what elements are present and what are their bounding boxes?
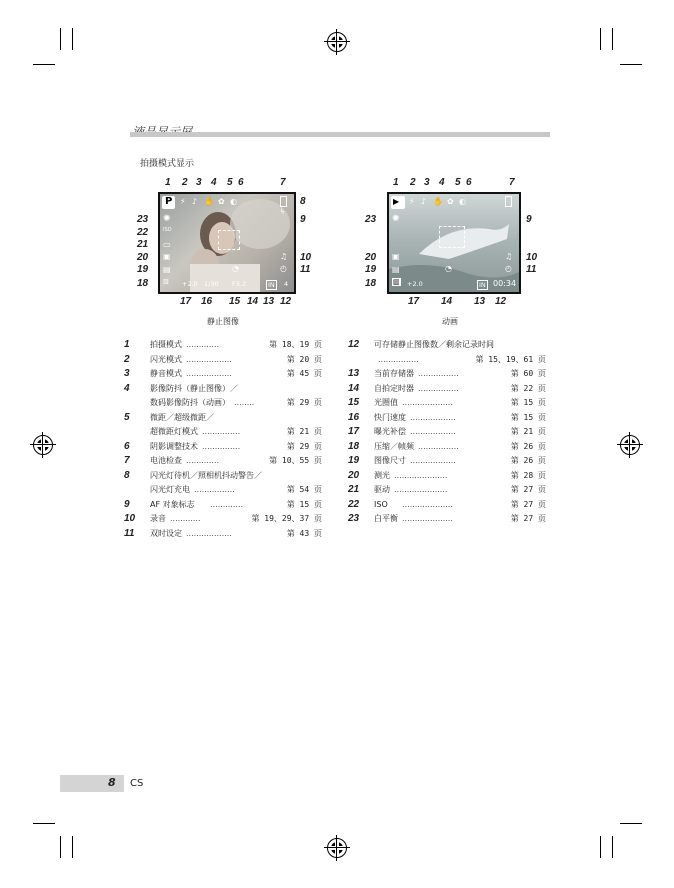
legend-page-ref: 第 27 页	[510, 485, 546, 494]
legend-label: 影像防抖（静止图像）／	[150, 383, 238, 393]
compression-icon: ▥	[163, 278, 169, 285]
crop-mark	[620, 823, 642, 824]
dot-leader: ...............	[202, 427, 241, 436]
self-timer-icon: ◔	[232, 264, 239, 273]
callout-15: 15	[229, 296, 241, 307]
legend-page-ref: 第 10、55 页	[269, 456, 322, 465]
legend-row	[348, 411, 546, 426]
legend-label: 拍摄模式	[150, 340, 182, 349]
callout-18: 18	[137, 278, 149, 289]
dot-leader: ..................	[410, 456, 456, 465]
movie-screen	[387, 192, 521, 294]
crop-mark	[72, 836, 73, 858]
callout-7: 7	[509, 177, 515, 188]
crop-mark	[620, 64, 642, 65]
legend-row	[348, 396, 546, 411]
storage-value: IN	[268, 281, 275, 289]
callout-19: 19	[365, 264, 377, 275]
dot-leader: ....................	[402, 499, 453, 509]
legend-row	[124, 411, 322, 426]
legend-row	[124, 367, 322, 382]
legend-label: 测光	[374, 470, 390, 480]
legend-number: 19	[348, 455, 360, 466]
callout-12: 12	[495, 296, 507, 307]
callout-19: 19	[137, 264, 149, 275]
legend-page-ref: 第 21 页	[510, 427, 546, 436]
crop-mark	[60, 836, 61, 858]
legend-row	[124, 440, 322, 455]
dot-leader: ............	[170, 514, 201, 523]
legend-label: 录音	[150, 514, 166, 523]
legend-number: 1	[124, 339, 130, 350]
silent-icon: ♪	[421, 197, 427, 206]
stabilizer-icon: ✋	[204, 197, 214, 206]
movie-caption: 动画	[442, 317, 458, 326]
iso-icon: ISO	[163, 227, 172, 233]
battery-icon	[280, 196, 287, 207]
mode-icon	[162, 196, 175, 209]
crop-mark	[60, 28, 61, 50]
callout-9: 9	[300, 214, 306, 225]
dot-leader: .....................	[394, 470, 448, 480]
storage-value: IN	[479, 281, 486, 289]
dot-leader: ..................	[410, 412, 456, 422]
silent-icon: ♪	[192, 197, 198, 206]
legend-label: 闪光灯待机／照相机抖动警告／	[150, 470, 262, 480]
legend-label: 压缩／帧频	[374, 441, 414, 451]
legend-row	[348, 498, 546, 513]
legend-number: 16	[348, 411, 360, 423]
callout-17: 17	[180, 296, 192, 307]
legend-row	[124, 498, 322, 513]
legend-number: 7	[124, 455, 130, 466]
legend-number: 17	[348, 426, 360, 437]
legend-page-ref: 第 43 页	[286, 528, 322, 538]
legend-number: 15	[348, 397, 360, 408]
legend-label: 曝光补偿	[374, 427, 406, 436]
movie-mode-icon	[391, 196, 405, 209]
legend-number: 6	[124, 440, 130, 452]
legend-row	[124, 353, 322, 368]
callout-13: 13	[474, 296, 486, 307]
white-balance-icon: ✺	[163, 214, 171, 224]
legend-page-ref: 第 22 页	[510, 383, 546, 393]
legend-row	[348, 353, 546, 368]
flash-standby-icon: ϟ	[280, 208, 285, 216]
callout-13: 13	[263, 296, 275, 307]
registration-mark-icon	[327, 32, 347, 52]
callout-10: 10	[526, 252, 538, 263]
callout-12: 12	[280, 296, 292, 307]
aperture-value: F3.2	[232, 280, 247, 288]
legend-left	[124, 338, 322, 541]
callout-5: 5	[455, 177, 461, 188]
callout-2: 2	[182, 177, 188, 188]
legend-page-ref: 第 60 页	[510, 369, 546, 378]
legend-label: 阴影调整技术	[150, 441, 198, 451]
callout-11: 11	[300, 264, 311, 275]
legend-number: 20	[348, 469, 360, 481]
legend-number: 14	[348, 382, 360, 394]
registration-mark-icon	[33, 435, 53, 455]
callout-2: 2	[410, 177, 416, 188]
legend-page-ref: 第 27 页	[510, 514, 546, 523]
dot-leader: .............	[186, 456, 220, 465]
registration-mark-icon	[620, 435, 640, 455]
callout-21: 21	[137, 239, 149, 250]
page-number: 8	[108, 776, 116, 789]
dot-leader: ..................	[186, 354, 232, 364]
callout-9: 9	[526, 214, 532, 225]
legend-row	[124, 382, 322, 397]
title-bar	[130, 132, 550, 137]
crop-mark	[600, 836, 601, 858]
callout-22: 22	[137, 227, 149, 238]
dual-time-icon: ◴	[280, 264, 287, 273]
crop-mark	[33, 823, 55, 824]
dot-leader: ..................	[410, 427, 456, 436]
callout-1: 1	[165, 177, 171, 188]
shutter-value: 1/30	[204, 280, 219, 288]
time-value: 00:34	[493, 279, 517, 288]
legend-number: 12	[348, 339, 360, 350]
legend-page-ref: 第 19、29、37 页	[251, 514, 322, 523]
exposure-value: +2.0	[182, 280, 198, 288]
dot-leader: ................	[418, 383, 459, 393]
callout-20: 20	[365, 252, 377, 263]
legend-page-ref: 第 26 页	[510, 456, 546, 465]
legend-number: 3	[124, 368, 130, 379]
legend-number: 22	[348, 498, 360, 510]
exposure-value: +2.0	[407, 280, 423, 288]
legend-label: 静音模式	[150, 369, 182, 378]
dual-time-icon: ◴	[505, 264, 512, 273]
legend-label: 快门速度	[374, 412, 406, 422]
legend-number: 8	[124, 469, 130, 481]
legend-page-ref: 第 15、19、61 页	[475, 354, 546, 364]
legend-number: 18	[348, 440, 360, 452]
callout-3: 3	[196, 177, 202, 188]
legend-page-ref: 第 20 页	[286, 354, 322, 364]
dot-leader: ................	[378, 354, 419, 364]
legend-label: 微距／超级微距／	[150, 412, 214, 422]
count-value: 4	[284, 280, 289, 288]
callout-8: 8	[300, 196, 306, 207]
record-sound-icon: ♫	[280, 252, 288, 261]
legend-label: 自拍定时器	[374, 383, 414, 393]
legend-row	[124, 425, 322, 440]
flash-icon: ⚡	[180, 197, 186, 206]
legend-row	[348, 367, 546, 382]
drive-icon: ▭	[163, 240, 171, 249]
legend-page-ref: 第 45 页	[286, 369, 322, 378]
callout-20: 20	[137, 252, 149, 263]
language-code: CS	[130, 778, 144, 789]
legend-label: 双时设定	[150, 528, 182, 538]
legend-label: ISO	[374, 499, 388, 509]
callout-14: 14	[441, 296, 453, 307]
metering-icon: ▣	[163, 252, 171, 261]
legend-page-ref: 第 18、19 页	[269, 340, 322, 349]
metering-icon: ▣	[392, 252, 400, 261]
legend-row	[124, 454, 322, 469]
legend-label: 驱动	[374, 485, 390, 494]
legend-row	[124, 512, 322, 527]
legend-page-ref: 第 21 页	[286, 427, 322, 436]
callout-4: 4	[439, 177, 445, 188]
dot-leader: ................	[194, 485, 235, 494]
legend-row	[348, 483, 546, 498]
dot-leader: .............	[186, 340, 220, 349]
callout-18: 18	[365, 278, 377, 289]
white-balance-icon: ✺	[392, 214, 400, 224]
frame-rate-icon: ▥	[393, 278, 400, 286]
still-screen	[158, 192, 296, 294]
flash-icon: ⚡	[409, 197, 415, 206]
legend-page-ref: 第 15 页	[510, 398, 546, 407]
legend-right	[348, 338, 546, 527]
callout-17: 17	[408, 296, 420, 307]
crop-mark	[612, 28, 613, 50]
callout-23: 23	[365, 214, 377, 225]
legend-row	[348, 425, 546, 440]
legend-label: AF 对象标志	[150, 499, 195, 509]
legend-row	[124, 527, 322, 542]
dot-leader: ................	[418, 369, 459, 378]
crop-mark	[72, 28, 73, 50]
legend-label: 超微距灯模式	[150, 427, 198, 436]
legend-page-ref: 第 29 页	[286, 441, 322, 451]
dot-leader: .....................	[394, 485, 448, 494]
legend-label: 电池检查	[150, 456, 182, 465]
legend-row	[348, 440, 546, 455]
callout-6: 6	[238, 177, 244, 188]
dot-leader: ..................	[186, 528, 232, 538]
legend-row	[348, 382, 546, 397]
callout-3: 3	[424, 177, 430, 188]
mode-label: P	[165, 196, 173, 207]
battery-icon	[505, 196, 512, 207]
record-sound-icon: ♫	[505, 252, 513, 261]
legend-page-ref: 第 15 页	[286, 499, 322, 509]
macro-icon: ✿	[447, 197, 454, 206]
legend-number: 4	[124, 382, 130, 394]
legend-page-ref: 第 27 页	[510, 499, 546, 509]
legend-label: 可存储静止图像数／剩余记录时间	[374, 340, 494, 349]
legend-label: 图像尺寸	[374, 456, 406, 465]
crop-mark	[600, 28, 601, 50]
af-target-icon	[439, 226, 465, 248]
dot-leader: ....................	[402, 514, 453, 523]
legend-row	[124, 338, 322, 353]
dot-leader: ..................	[186, 369, 232, 378]
crop-mark	[33, 64, 55, 65]
legend-number: 11	[124, 527, 135, 539]
legend-row	[348, 338, 546, 353]
legend-page-ref: 第 54 页	[286, 485, 322, 494]
section-subtitle: 拍摄模式显示	[140, 159, 195, 169]
legend-page-ref: 第 29 页	[286, 398, 322, 407]
legend-row	[124, 483, 322, 498]
callout-7: 7	[280, 177, 286, 188]
image-size-icon: ▤	[392, 265, 400, 274]
legend-label: 数码影像防抖（动画）	[150, 398, 230, 407]
legend-number: 21	[348, 484, 360, 495]
legend-label: 当前存储器	[374, 369, 414, 378]
legend-label: 白平衡	[374, 514, 398, 523]
legend-page-ref: 第 26 页	[510, 441, 546, 451]
af-target-icon	[218, 230, 240, 250]
dot-leader: ....................	[402, 398, 453, 407]
legend-label: 闪光灯充电	[150, 485, 190, 494]
stabilizer-icon: ✋	[433, 197, 443, 206]
dot-leader: .............	[210, 499, 244, 509]
callout-1: 1	[393, 177, 399, 188]
legend-label: 光圈值	[374, 398, 398, 407]
callout-14: 14	[247, 296, 259, 307]
macro-icon: ✿	[218, 197, 225, 206]
legend-number: 2	[124, 353, 130, 365]
callout-10: 10	[300, 252, 312, 263]
legend-number: 23	[348, 513, 360, 524]
legend-row	[348, 454, 546, 469]
legend-label: 闪光模式	[150, 354, 182, 364]
legend-row	[124, 396, 322, 411]
still-caption: 静止图像	[207, 317, 239, 326]
dot-leader: ........	[234, 398, 255, 407]
legend-page-ref: 第 28 页	[510, 470, 546, 480]
self-timer-icon: ◔	[445, 264, 452, 273]
shadow-adjust-icon: ◐	[459, 197, 466, 206]
legend-number: 13	[348, 368, 360, 379]
dot-leader: ...............	[202, 441, 241, 451]
callout-5: 5	[227, 177, 233, 188]
legend-number: 10	[124, 513, 136, 524]
legend-number: 5	[124, 411, 130, 423]
registration-mark-icon	[327, 838, 347, 858]
dot-leader: ................	[418, 441, 459, 451]
callout-4: 4	[211, 177, 217, 188]
callout-6: 6	[466, 177, 472, 188]
legend-page-ref: 第 15 页	[510, 412, 546, 422]
shadow-adjust-icon: ◐	[230, 197, 237, 206]
legend-row	[348, 512, 546, 527]
legend-row	[348, 469, 546, 484]
movie-camera-icon: ▶	[393, 197, 400, 206]
callout-11: 11	[526, 264, 537, 275]
legend-number: 9	[124, 498, 130, 510]
crop-mark	[612, 836, 613, 858]
image-size-icon: ▤	[163, 265, 171, 274]
callout-23: 23	[137, 214, 149, 225]
legend-row	[124, 469, 322, 484]
callout-16: 16	[201, 296, 213, 307]
